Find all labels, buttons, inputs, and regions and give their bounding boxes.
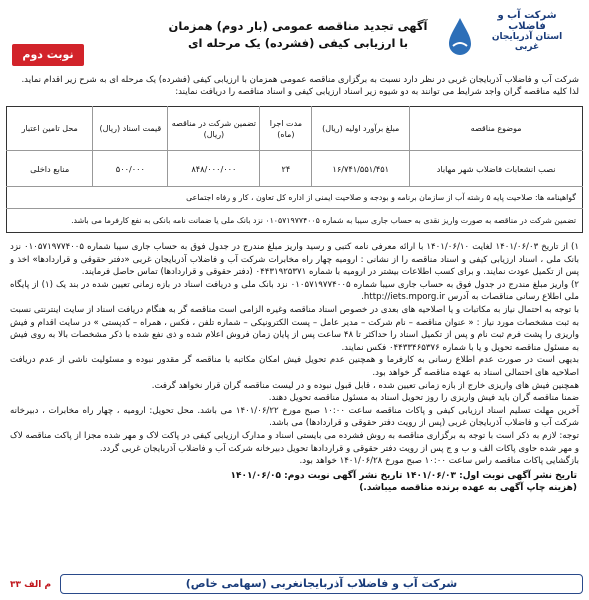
tender-table [6,106,583,233]
clause-1: ۱) از تاریخ ۱۴۰۱/۰۶/۰۳ لغایت ۱۴۰۱/۰۶/۱۰ با ارائه معرفی نامه کتبی و رسید واریز مبلغ مندرج در جدول فوق به حساب جاری سیبا شماره ۰۱۰۵۷۱۹۷۷۴۰۰۵ نزد بانک ملی ، اسناد ارزیابی کیفی و اسناد مناقصه را از نشانی : ارومیه چهار راه مخابرات شرکت آب و فاضلاب آذربایجان غربی «دفتر حقوقی و قراردادها» اخذ و پس از تکمیل عودت نمایند. و برای کسب اطلاعات بیشتر در ارومیه با شماره ۰۴۴۳۱۹۲۵۳۷۱ (دفتر حقوقی و قراردادها) تماس حاصل فرمایند. [10,242,579,278]
logo-line-2: استان آذربایجان غربی [491,32,563,52]
col-estimate: مبلغ برآورد اولیه (ریال) [312,107,410,151]
cell-estimate: ۱۶/۷۴۱/۵۵۱/۴۵۱ [312,151,410,187]
round-badge: نوبت دوم [12,44,84,66]
table-header-row [7,107,583,151]
water-drop-icon [445,16,475,58]
clause-2: ۲) واریز مبلغ مندرج در جدول فوق به حساب جاری سیبا شماره ۰۱۰۵۷۱۹۷۷۴۰۰۵ نزد بانک ملی و دریافت اسناد در بازه زمانی تعیین شده در بند یک (۱) از پایگاه ملی اطلاع رسانی مناقصات به آدرس http://iets.mporg.ir. [10,279,580,303]
intro [6,74,583,98]
col-guarantee: تضمین شرکت در مناقصه (ریال) [168,107,260,151]
publication-dates [6,468,583,494]
logo-line-1: شرکت آب و فاضلاب [497,10,557,32]
intro-line-2: لذا کلیه مناقصه گران واجد شرایط می توانند به دو شیوه زیر اسناد ارزیابی کیفی و اسناد مناقصه را دریافت نمایند: [175,87,579,97]
notice-code: م الف ۳۳ [10,580,52,590]
clause-responsibility: بدیهی است در صورت عدم اطلاع رسانی به کارفرما و همچنین عدم تحویل فیش امکان مکاتبه با مناقصه گر مقدور نبوده و مسئولیت ناشی از عدم دریافت اصلاحیه های احتمالی اسناد به عهده مناقصه گر خواهد بود. [10,355,579,378]
clause-note: توجه: لازم به ذکر است با توجه به برگزاری مناقصه به روش فشرده می بایستی اسناد و مدارک ارزیابی کیفی در پاکت لاک و مهر شده مجزا از پاکت مناقصه لاک و مهر شده حاوی پاکات الف و ب و ج پس از رویت دفتر حقوقی و قراردادها تحویل دبیرخانه شرکت آب و فاضلاب آذربایجان غربی گردد. [10,430,579,454]
company-signature: شرکت آب و فاضلاب آذربایجانغربی (سهامی خاص) [60,574,583,594]
clause-delivery: ضمنا مناقصه گران باید فیش واریزی را روز تحویل اسناد به مسئول مناقصه تحویل دهند. [268,393,579,404]
clause-registration: با توجه به احتمال نیاز به مکاتبات و یا اصلاحیه های بعدی در خصوص اسناد مناقصه وغیره الزامی است مناقصه گر به هنگام دریافت اسناد از سایت اینترنتی نسبت به ثبت مشخصات مورد نیاز : « عنوان مناقصه – نام شرکت – مدیر عامل – پست الکترونیکی – شماره تلفن ، فکس ، همراه – کدپستی » در سایت اقدام و فیش واریزی را پشت فرم ثبت نام و پس از تکمیل اسناد را حداکثر تا ۴۸ ساعت پس از پایان زمان فروش اعلام شده و ذی نفع شده با ذکر مشخصات بالا به روی فیش به مسئول مناقصه تحویل و یا با شماره ۰۴۴۳۳۴۶۵۳۷۶ فکس نمایند. [10,304,579,353]
col-funding: محل تامین اعتبار [21,124,78,133]
intro-line-1: شرکت آب و فاضلاب آذربایجان غربی در نظر دارد نسبت به برگزاری مناقصه عمومی همزمان با ارزیابی کیفی (فشرده) یک مرحله ای به شرح زیر اقدام نماید. [21,75,579,85]
certificates-note: گواهینامه ها: صلاحیت پایه ۵ رشته آب از سازمان برنامه و بودجه و صلاحیت ایمنی از اداره کل تعاون ، کار و رفاه اجتماعی [7,187,583,209]
table-row [7,151,583,187]
notice-title: آگهی تجدید مناقصه عمومی (بار دوم) همزمان با ارزیابی کیفی (فشرده) یک مرحله ای [168,19,428,50]
col-duration: مدت اجرا (ماه) [260,107,312,151]
notice-body [6,233,583,468]
table-note-row-2 [7,209,583,233]
col-doc-price: قیمت اسناد (ریال) [93,107,168,151]
cell-doc-price: ۵۰۰/۰۰۰ [93,151,168,187]
cell-duration: ۲۴ [260,151,312,187]
cell-guarantee: ۸۴۸/۰۰۰/۰۰۰ [168,151,260,187]
cell-subject: نصب انشعابات فاضلاب شهر مهاباد [410,151,583,187]
clause-opening: بازگشایی پاکات مناقصه راس ساعت ۱۰:۰۰ صبح مورخ ۱۴۰۱/۰۶/۲۸ خواهد بود. [299,456,579,467]
publication-cost-note: (هزینه چاپ آگهی به عهده برنده مناقصه میباشد.) [359,482,577,493]
col-subject: موضوع مناقصه [410,107,583,151]
publication-dates-line: تاریخ نشر آگهی نوبت اول: ۱۴۰۱/۰۶/۰۳ تاریخ نشر آگهی نوبت دوم: ۱۴۰۱/۰۶/۰۵ [230,470,577,481]
table-note-row-1 [7,187,583,209]
clause-receipts: همچنین فیش های واریزی خارج از بازه زمانی تعیین شده ، قابل قبول نبوده و در لیست مناقصه گران قرار نخواهد گرفت. [151,380,579,391]
guarantee-note: تضمین شرکت در مناقصه به صورت واریز نقدی به حساب جاری سیبا به شماره ۰۱۰۵۷۱۹۷۷۴۰۰۵ نزد بانک ملی یا ضمانت نامه بانکی به نفع کارفرما می باشد. [7,209,583,233]
clause-deadline: آخرین مهلت تسلیم اسناد ارزیابی کیفی و پاکات مناقصه ساعت ۱۰:۰۰ صبح مورخ ۱۴۰۱/۰۶/۲۲ می باشد. محل تحویل: ارومیه ، چهار راه مخابرات ، دبیرخانه شرکت آب و فاضلاب آذربایجان غربی (پس از رویت دفتر حقوقی و قراردادها) می باشد. [10,405,579,429]
cell-funding: منابع داخلی [7,151,93,187]
company-logo [479,8,575,72]
header [6,6,583,74]
